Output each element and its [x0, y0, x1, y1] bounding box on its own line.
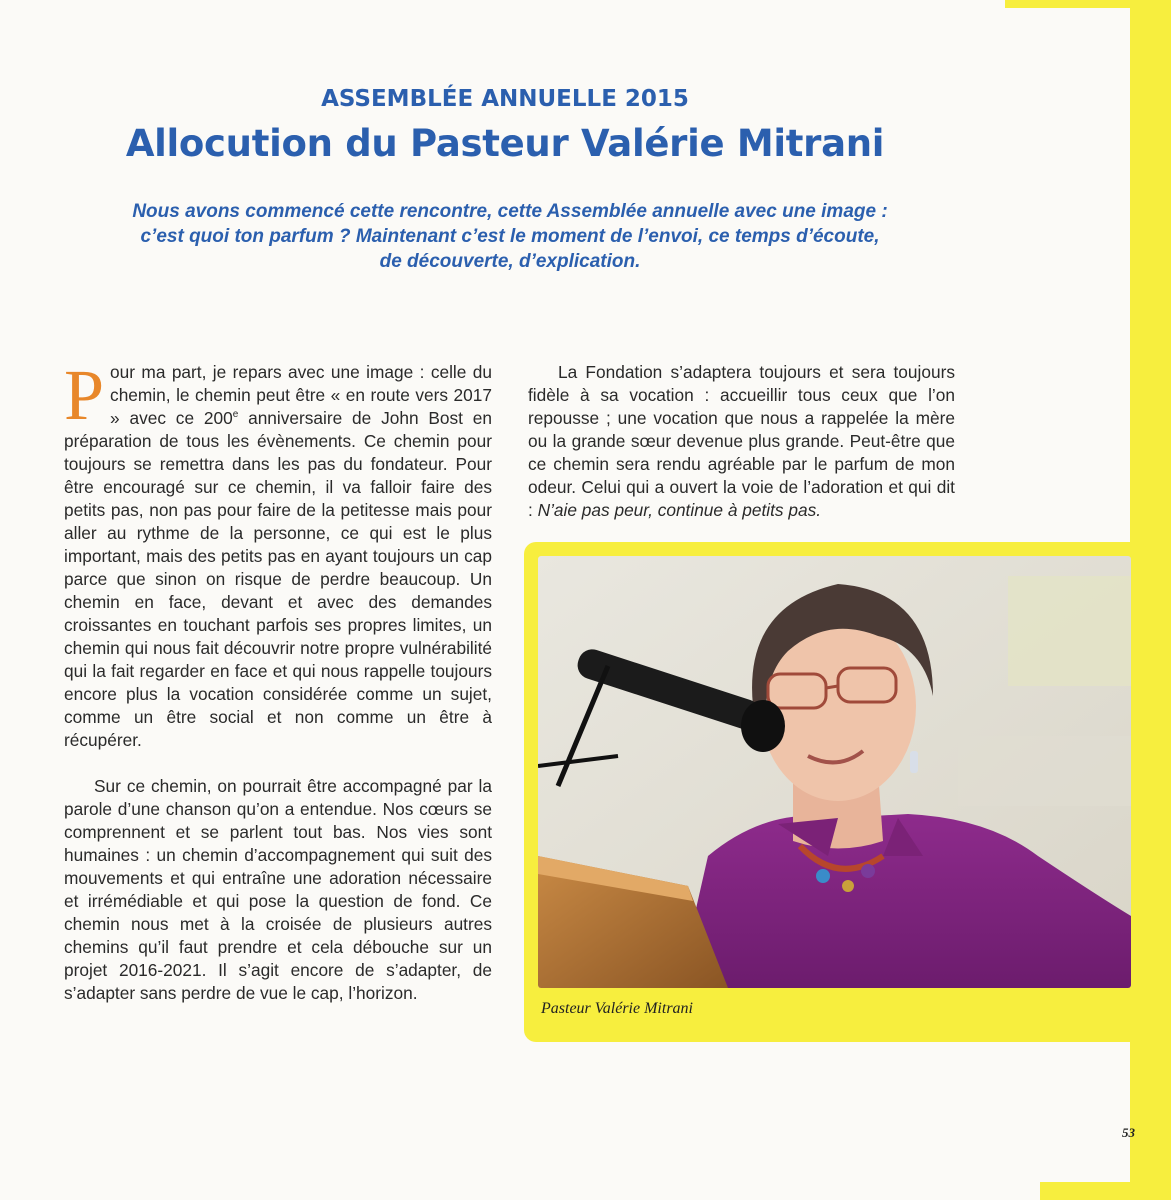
- right-paragraph-1-quote: N’aie pas peur, continue à petits pas.: [537, 500, 822, 520]
- intro-line-1: Nous avons commencé cette rencontre, cette Assemblée annuelle avec une image :: [132, 201, 888, 222]
- left-paragraph-1-text-b: anniversaire de John Bost en préparation de tous les évènements. Ce chemin pour toujours se remettra dans les pas du fondateur. Pour être encouragé sur ce chemin, il va falloir faire des petits pas, non pas pour faire de la petitesse mais pour aller au rythme de la personne, ce qui est le plus important, mais des petits pas en ayant toujours un cap parce que sinon on risque de perdre beaucoup. Un chemin en face, devant et avec des demandes croissantes en touchant parfois ses propres limites, un chemin qui nous fait découvrir notre propre vulnérabilité qui la fait regarder en face et qui nous rappelle toujours encore plus la vocation considérée comme un sujet, comme un être social et non comme un être à récupérer.: [64, 408, 492, 750]
- left-paragraph-2: Sur ce chemin, on pourrait être accompagné par la parole d’une chanson qu’on a entendue. Nos cœurs se comprennent et se parlent tout bas. Nos vies sont humaines : un chemin d’accompagnement qui suit des mouvements et qui entraîne une adoration nécessaire et irrémédiable et qui pose la question de fond. Ce chemin nous met à la croisée de plusieurs autres chemins qu’il faut prendre et cela débouche sur un projet 2016-2021. Il s’agit encore de s’adapter, de s’adapter sans perdre de vue le cap, l’horizon.: [64, 776, 492, 1003]
- bottom-yellow-band: [1040, 1182, 1171, 1200]
- page-title: Allocution du Pasteur Valérie Mitrani: [125, 122, 885, 165]
- superscript-e: e: [232, 409, 239, 421]
- intro-lead: [110, 199, 910, 274]
- speaker-photo: [538, 556, 1131, 988]
- drop-cap: P: [64, 355, 105, 435]
- photo-caption: Pasteur Valérie Mitrani: [541, 1000, 693, 1017]
- left-column: [64, 355, 492, 1005]
- intro-line-2: c’est quoi ton parfum ? Maintenant c’est le moment de l’envoi, ce temps d’écoute,: [140, 226, 880, 247]
- left-paragraph-1-text-a: our ma part, je repars avec une image : celle du chemin, le chemin peut être « en route vers 2017 » avec ce 200: [110, 362, 492, 428]
- right-column: [528, 361, 955, 522]
- intro-line-3: de découverte, d’explication.: [379, 251, 641, 272]
- left-paragraph-1: [64, 355, 492, 752]
- right-paragraph-1: [528, 361, 955, 522]
- page-number: 53: [1122, 1125, 1135, 1140]
- right-paragraph-1-text: La Fondation s’adaptera toujours et sera toujours fidèle à sa vocation : accueillir tous ceux que l’on repousse ; une vocation que nous a rappelée la mère ou la grande sœur devenue plus grande. Peut-être que ce chemin sera rendu agréable par le parfum de mon odeur. Celui qui a ouvert la voie de l’adoration et qui dit :: [528, 362, 955, 520]
- section-supertitle: ASSEMBLÉE ANNUELLE 2015: [321, 86, 689, 112]
